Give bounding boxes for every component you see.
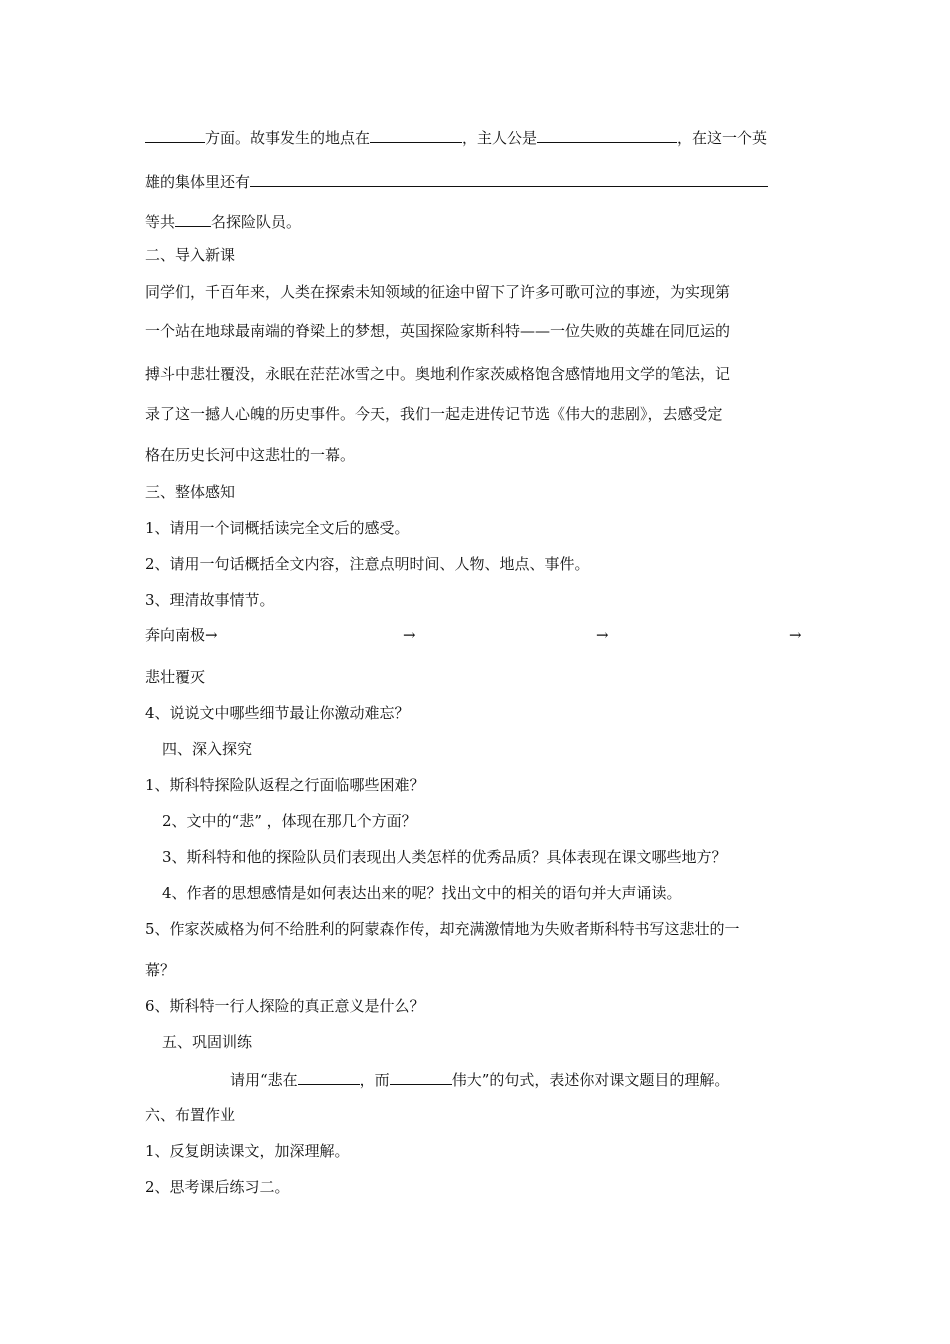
homework-item: 1、反复朗读课文，加深理解。: [145, 1142, 350, 1160]
question-item: 2、请用一句话概括全文内容，注意点明时间、人物、地点、事件。: [145, 555, 590, 573]
paragraph-line: 格在历史长河中这悲壮的一幕。: [145, 446, 356, 464]
text-span: 雄的集体里还有: [145, 173, 251, 191]
text-span: 等共: [145, 213, 176, 231]
paragraph-line: 同学们，千百年来，人类在探索未知领域的征途中留下了许多可歌可泣的事迹，为实现第: [145, 283, 731, 301]
blank-field[interactable]: [390, 1069, 452, 1085]
text-span: 名探险队员。: [211, 213, 302, 231]
paragraph-line: 搏斗中悲壮覆没，永眠在茫茫冰雪之中。奥地利作家茨威格饱含感情地用文学的笔法，记: [145, 365, 731, 383]
sentence-prompt: [230, 1069, 810, 1090]
blank-field[interactable]: [145, 127, 205, 143]
text-span: ，在这一个英: [677, 129, 768, 147]
blank-field[interactable]: [250, 171, 768, 187]
question-item: 2、文中的“悲” ，体现在那几个方面？: [162, 812, 417, 830]
fill-line-3: [145, 211, 810, 232]
question-item: 4、说说文中哪些细节最让你激动难忘？: [145, 704, 410, 722]
question-item: 4、作者的思想感情是如何表达出来的呢？找出文中的相关的语句并大声诵读。: [162, 884, 682, 902]
arrow-icon: →: [789, 626, 802, 644]
text-span: 请用“悲在: [230, 1071, 298, 1089]
section-heading: 五、巩固训练: [162, 1033, 253, 1051]
text-span: 伟大”的句式，表述你对课文题目的理解。: [451, 1071, 730, 1089]
question-item: 幕？: [145, 961, 176, 979]
fill-line-2: [145, 171, 810, 192]
blank-field[interactable]: [537, 127, 677, 143]
arrow-icon: →: [596, 626, 609, 644]
question-item: 3、理清故事情节。: [145, 591, 275, 609]
plot-flow-start: 奔向南极→: [145, 626, 218, 644]
blank-field[interactable]: [370, 127, 462, 143]
plot-flow-end: 悲壮覆灭: [145, 668, 206, 686]
text-span: 方面。故事发生的地点在: [205, 129, 371, 147]
question-item: 1、斯科特探险队返程之行面临哪些困难？: [145, 776, 425, 794]
blank-field[interactable]: [298, 1069, 360, 1085]
question-item: 6、斯科特一行人探险的真正意义是什么？: [145, 997, 425, 1015]
fill-line-1: [145, 127, 810, 148]
homework-item: 2、思考课后练习二。: [145, 1178, 290, 1196]
section-heading: 三、整体感知: [145, 483, 236, 501]
question-item: 1、请用一个词概括读完全文后的感受。: [145, 519, 410, 537]
text-span: ，而: [359, 1071, 390, 1089]
paragraph-line: 一个站在地球最南端的脊梁上的梦想，英国探险家斯科特——一位失败的英雄在同厄运的: [145, 322, 731, 340]
question-item: 5、作家茨威格为何不给胜利的阿蒙森作传，却充满激情地为失败者斯科特书写这悲壮的一: [145, 920, 740, 938]
blank-field[interactable]: [175, 211, 211, 227]
section-heading: 二、导入新课: [145, 246, 236, 264]
paragraph-line: 录了这一撼人心魄的历史事件。今天，我们一起走进传记节选《伟大的悲剧》，去感受定: [145, 405, 723, 423]
section-heading: 六、布置作业: [145, 1106, 236, 1124]
text-span: ，主人公是: [462, 129, 538, 147]
question-item: 3、斯科特和他的探险队员们表现出人类怎样的优秀品质？具体表现在课文哪些地方？: [162, 848, 727, 866]
arrow-icon: →: [403, 626, 416, 644]
section-heading: 四、深入探究: [162, 740, 253, 758]
